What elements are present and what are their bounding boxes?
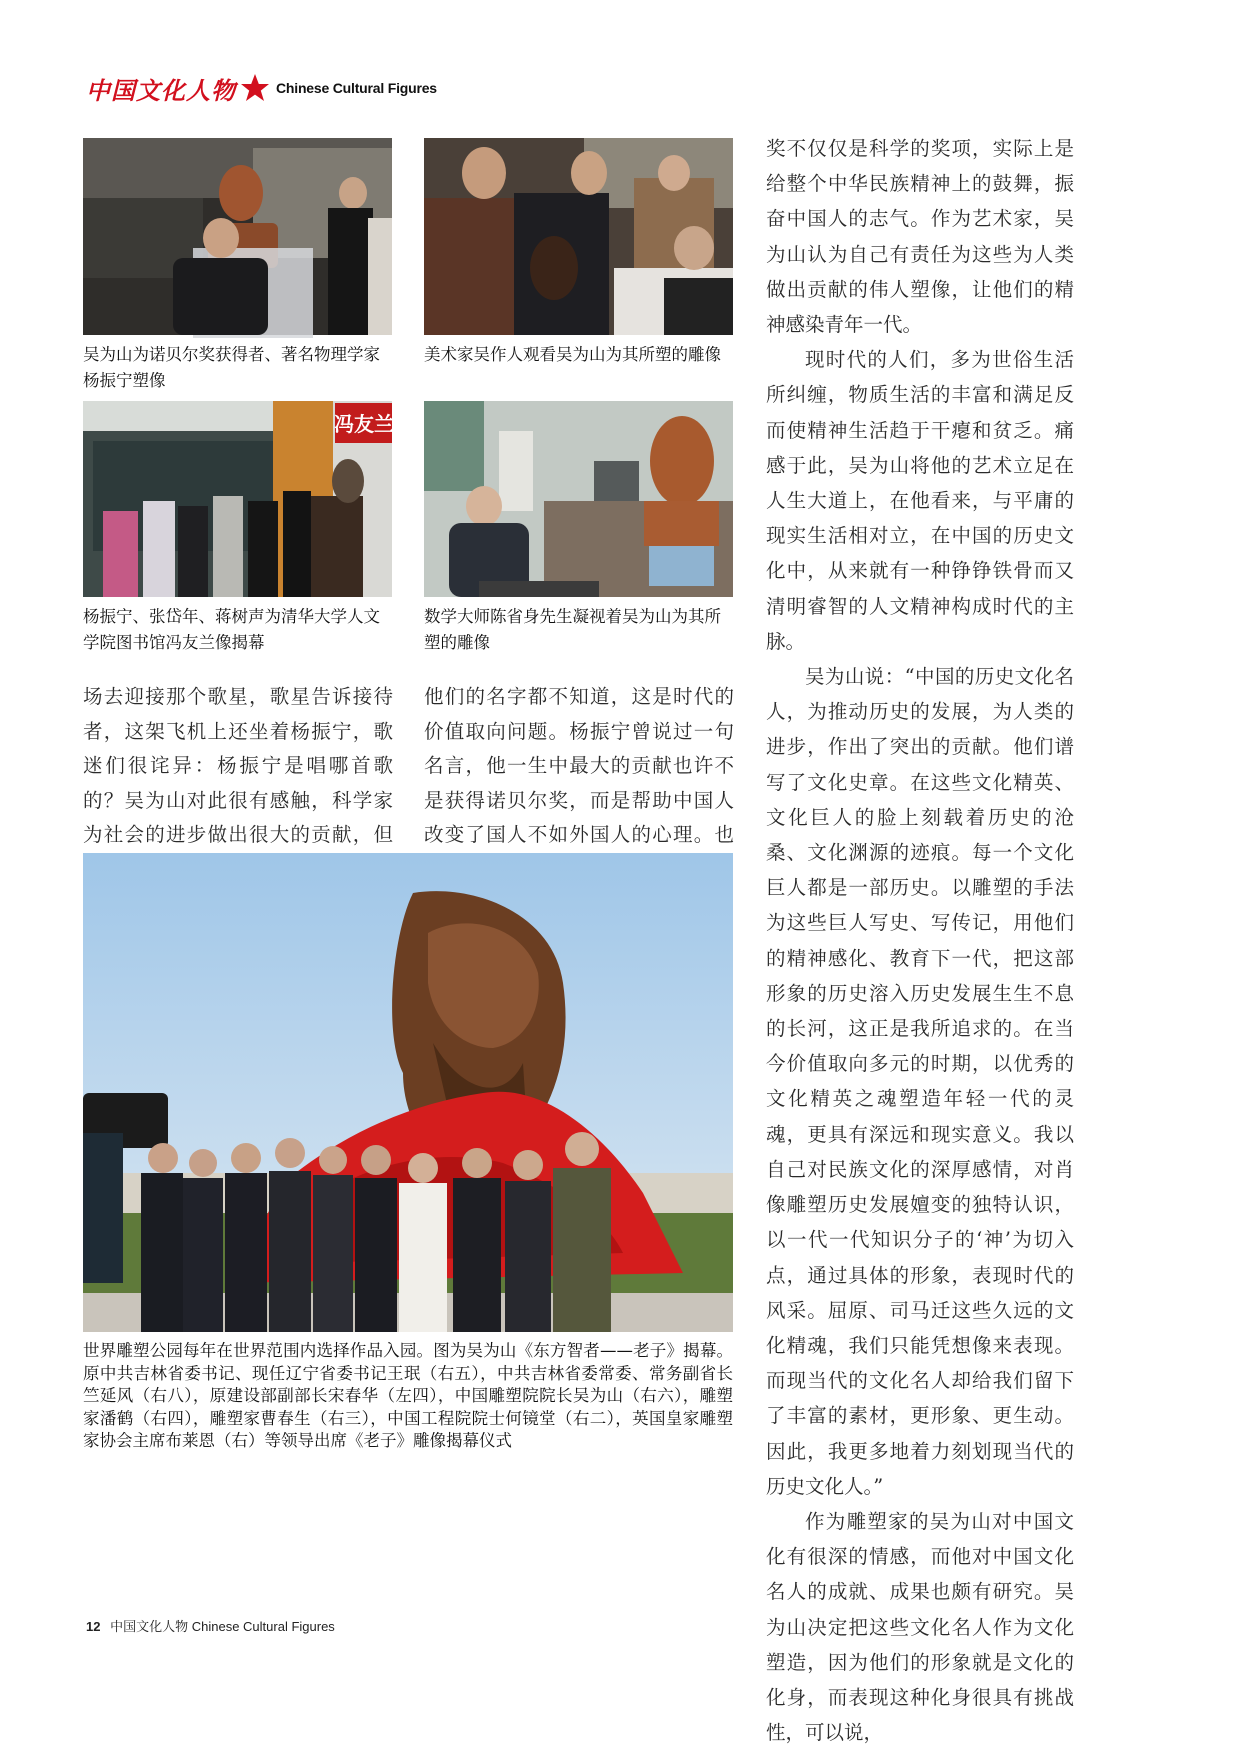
page-number: 12 <box>86 1619 101 1634</box>
photo-wu-zuoren-viewing <box>424 138 733 335</box>
body-paragraph: 奖不仅仅是科学的奖项，实际上是给整个中华民族精神上的鼓舞，振奋中国人的志气。作为艺术家，吴为山认为自己有责任为这些为人类做出贡献的伟人塑像，让他们的精神感染青年一代。 <box>766 137 1074 337</box>
banner-text: 冯友兰 <box>334 412 394 436</box>
body-paragraph: 作为雕塑家的吴为山对中国文化有很深的情感，而他对中国文化名人的成就、成果也颇有研究。吴为山决定把这些文化名人作为文化塑造，因为他们的形象就是文化的化身，而表现这种化身很具有挑战性，可以说， <box>766 1509 1074 1745</box>
photo-chen-xingshen-gazing <box>424 401 733 597</box>
body-paragraph: 他们的名字都不知道，这是时代的价值取向问题。杨振宁曾说过一句名言，他一生中最大的贡献也许不是获得诺贝尔奖，而是帮助中国人改变了国人不如外国人的心理。也 <box>424 685 734 846</box>
body-column-middle <box>424 680 734 852</box>
photo-yang-zhenning-portrait <box>83 138 392 335</box>
photo-laozi-unveiling <box>83 853 733 1332</box>
photo-feng-youlan-unveiling <box>83 401 392 597</box>
magazine-logo-en: Chinese Cultural Figures <box>276 80 437 96</box>
body-paragraph: 场去迎接那个歌星，歌星告诉接待者，这架飞机上还坐着杨振宁，歌迷们很诧异：杨振宁是唱哪首歌的？吴为山对此很有感触，科学家为社会的进步做出很大的贡献，但 <box>83 685 393 846</box>
body-paragraph: 现时代的人们，多为世俗生活所纠缠，物质生活的丰富和满足反而使精神生活趋于干瘪和贫乏。痛感于此，吴为山将他的艺术立足在人生大道上，在他看来，与平庸的现实生活相对立，在中国的历史文化中，从来就有一种铮铮铁骨而又清明睿智的人文精神构成时代的主脉。 <box>766 348 1074 653</box>
page-footer <box>86 1616 335 1635</box>
body-column-right <box>766 131 1074 1745</box>
page-header <box>86 68 437 108</box>
body-column-left <box>83 680 393 852</box>
photo-caption: 数学大师陈省身先生凝视着吴为山为其所塑的雕像 <box>424 607 721 652</box>
photo-caption-main: 世界雕塑公园每年在世界范围内选择作品入园。图为吴为山《东方智者——老子》揭幕。原中共吉林省委书记、现任辽宁省委书记王珉（右五），中共吉林省委常委、常务副省长竺延风（右八），原建设部副部长宋春华（左四），中国雕塑院院长吴为山（右六），雕塑家潘鹤（右四），雕塑家曹春生（右三），中国工程院院士何镜堂（右二），英国皇家雕塑家协会主席布莱恩（右）等领导出席《老子》雕像揭幕仪式 <box>83 1341 733 1451</box>
body-paragraph: 吴为山说：“中国的历史文化名人，为推动历史的发展，为人类的进步，作出了突出的贡献。他们谱写了文化史章。在这些文化精英、文化巨人的脸上刻载着历史的沧桑、文化渊源的迹痕。每一个文化巨人都是一部历史。以雕塑的手法为这些巨人写史、写传记，用他们的精神感化、教育下一代，把这部形象的历史溶入历史发展生生不息的长河，这正是我所追求的。在当今价值取向多元的时期，以优秀的文化精英之魂塑造年轻一代的灵魂，更具有深远和现实意义。我以自己对民族文化的深厚感情，对肖像雕塑历史发展嬗变的独特认识，以一代一代知识分子的‘神’为切入点，通过具体的形象，表现时代的风采。屈原、司马迁这些久远的文化精魂，我们只能凭想像来表现。而现当代的文化名人却给我们留下了丰富的素材，更形象、更生动。因此，我更多地着力刻划现当代的历史文化人。” <box>766 665 1074 1498</box>
photo-caption: 杨振宁、张岱年、蒋树声为清华大学人文学院图书馆冯友兰像揭幕 <box>83 607 380 652</box>
footer-title-en: Chinese Cultural Figures <box>191 1619 335 1634</box>
photo-caption: 美术家吴作人观看吴为山为其所塑的雕像 <box>424 345 721 364</box>
photo-caption: 吴为山为诺贝尔奖获得者、著名物理学家杨振宁塑像 <box>83 345 380 390</box>
magazine-logo-cn: 中国文化人物 <box>86 75 236 105</box>
star-icon <box>240 73 270 103</box>
footer-title-cn: 中国文化人物 <box>110 1620 189 1635</box>
